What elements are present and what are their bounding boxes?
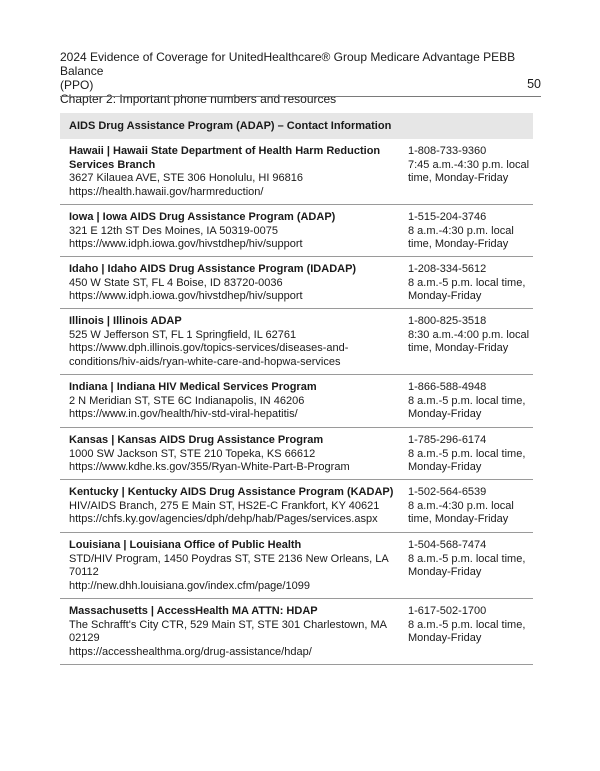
contact-details (60, 605, 400, 664)
contact-phone-hours (400, 315, 533, 374)
hours: 8 a.m.-5 p.m. local time, Monday-Friday (408, 276, 526, 302)
hours: 8 a.m.-5 p.m. local time, Monday-Friday (408, 394, 526, 420)
document-title-continued: (PPO) (60, 78, 94, 92)
website-link[interactable]: http://new.dhh.louisiana.gov/index.cfm/page/1099 (69, 579, 310, 592)
contact-phone-hours (400, 211, 533, 256)
hours: 8 a.m.-4:30 p.m. local time, Monday-Friday (408, 224, 514, 250)
website-link[interactable]: https://chfs.ky.gov/agencies/dph/dehp/hab/Pages/services.aspx (69, 513, 378, 525)
phone-number[interactable]: 1-800-825-3518 (408, 315, 487, 327)
website-link[interactable]: https://www.in.gov/health/hiv-std-viral-hepatitis/ (69, 408, 298, 420)
website-link[interactable]: https://www.idph.iowa.gov/hivstdhep/hiv/support (69, 290, 303, 302)
website-link[interactable]: https://health.hawaii.gov/harmreduction/ (69, 185, 264, 198)
address: 2 N Meridian ST, STE 6C Indianapolis, IN 46206 (69, 394, 305, 407)
address: 3627 Kilauea AVE, STE 306 Honolulu, HI 96816 (69, 172, 304, 184)
contact-details (60, 381, 400, 427)
hours: 8 a.m.-5 p.m. local time, Monday-Friday (408, 552, 526, 578)
adap-contact-table (60, 113, 533, 665)
page-number: 50 (527, 77, 541, 91)
program-name: Idaho | Idaho AIDS Drug Assistance Program (IDADAP) (69, 263, 357, 275)
address: The Schrafft's City CTR, 529 Main ST, STE 301 Charlestown, MA 02129 (69, 618, 387, 644)
address: 525 W Jefferson ST, FL 1 Springfield, IL 62761 (69, 328, 297, 341)
contact-phone-hours (400, 263, 533, 308)
table-row (60, 205, 533, 257)
program-name: Illinois | Illinois ADAP (69, 315, 182, 327)
phone-number[interactable]: 1-515-204-3746 (408, 211, 487, 223)
address: HIV/AIDS Branch, 275 E Main ST, HS2E-C Frankfort, KY 40621 (69, 499, 380, 512)
phone-number[interactable]: 1-208-334-5612 (408, 263, 487, 275)
program-name: Kansas | Kansas AIDS Drug Assistance Program (69, 434, 324, 446)
contact-details (60, 539, 400, 598)
contact-details (60, 263, 400, 308)
contact-details (60, 434, 400, 479)
table-row (60, 257, 533, 309)
table-row (60, 375, 533, 428)
hours: 8 a.m.-5 p.m. local time, Monday-Friday (408, 618, 526, 644)
program-name: Kentucky | Kentucky AIDS Drug Assistance Program (KADAP) (69, 486, 394, 498)
table-header: AIDS Drug Assistance Program (ADAP) – Contact Information (60, 113, 533, 139)
header-divider (60, 96, 541, 97)
table-row (60, 480, 533, 533)
program-name: Iowa | Iowa AIDS Drug Assistance Program (ADAP) (69, 211, 336, 223)
program-name: Louisiana | Louisiana Office of Public Health (69, 539, 302, 551)
phone-number[interactable]: 1-502-564-6539 (408, 486, 487, 498)
contact-phone-hours (400, 605, 533, 664)
hours: 8:30 a.m.-4:00 p.m. local time, Monday-Friday (408, 328, 530, 354)
hours: 8 a.m.-5 p.m. local time, Monday-Friday (408, 447, 526, 473)
website-link[interactable]: https://www.idph.iowa.gov/hivstdhep/hiv/support (69, 238, 303, 250)
table-row (60, 309, 533, 375)
table-row (60, 428, 533, 480)
phone-number[interactable]: 1-808-733-9360 (408, 145, 487, 157)
program-name: Hawaii | Hawaii State Department of Health Harm Reduction Services Branch (69, 145, 381, 171)
contact-phone-hours (400, 381, 533, 427)
program-name: Indiana | Indiana HIV Medical Services Program (69, 381, 317, 393)
program-name: Massachusetts | AccessHealth MA ATTN: HDAP (69, 605, 318, 617)
table-row (60, 139, 533, 205)
hours: 7:45 a.m.-4:30 p.m. local time, Monday-Friday (408, 158, 530, 184)
contact-phone-hours (400, 434, 533, 479)
address: 321 E 12th ST Des Moines, IA 50319-0075 (69, 224, 278, 237)
phone-number[interactable]: 1-504-568-7474 (408, 539, 487, 551)
table-row (60, 599, 533, 665)
website-link[interactable]: https://accesshealthma.org/drug-assistance/hdap/ (69, 645, 312, 658)
phone-number[interactable]: 1-785-296-6174 (408, 434, 487, 446)
hours: 8 a.m.-4:30 p.m. local time, Monday-Friday (408, 499, 514, 525)
address: STD/HIV Program, 1450 Poydras ST, STE 2136 New Orleans, LA 70112 (69, 552, 389, 578)
phone-number[interactable]: 1-866-588-4948 (408, 381, 487, 393)
contact-details (60, 315, 400, 374)
phone-number[interactable]: 1-617-502-1700 (408, 605, 487, 617)
website-link[interactable]: https://www.kdhe.ks.gov/355/Ryan-White-Part-B-Program (69, 461, 350, 473)
contact-details (60, 145, 400, 204)
contact-phone-hours (400, 486, 533, 532)
chapter-title: Chapter 2: Important phone numbers and resources (60, 92, 337, 106)
address: 1000 SW Jackson ST, STE 210 Topeka, KS 66612 (69, 447, 316, 460)
website-link[interactable]: https://www.dph.illinois.gov/topics-services/diseases-and-conditions/hiv-aids/ryan-white-care-and-hopwa-services (69, 342, 349, 368)
address: 450 W State ST, FL 4 Boise, ID 83720-0036 (69, 276, 283, 289)
document-title: 2024 Evidence of Coverage for UnitedHealthcare® Group Medicare Advantage PEBB Balance (60, 50, 516, 78)
contact-details (60, 486, 400, 532)
table-row (60, 533, 533, 599)
contact-phone-hours (400, 145, 533, 204)
contact-details (60, 211, 400, 256)
contact-phone-hours (400, 539, 533, 598)
page-header (60, 50, 540, 106)
